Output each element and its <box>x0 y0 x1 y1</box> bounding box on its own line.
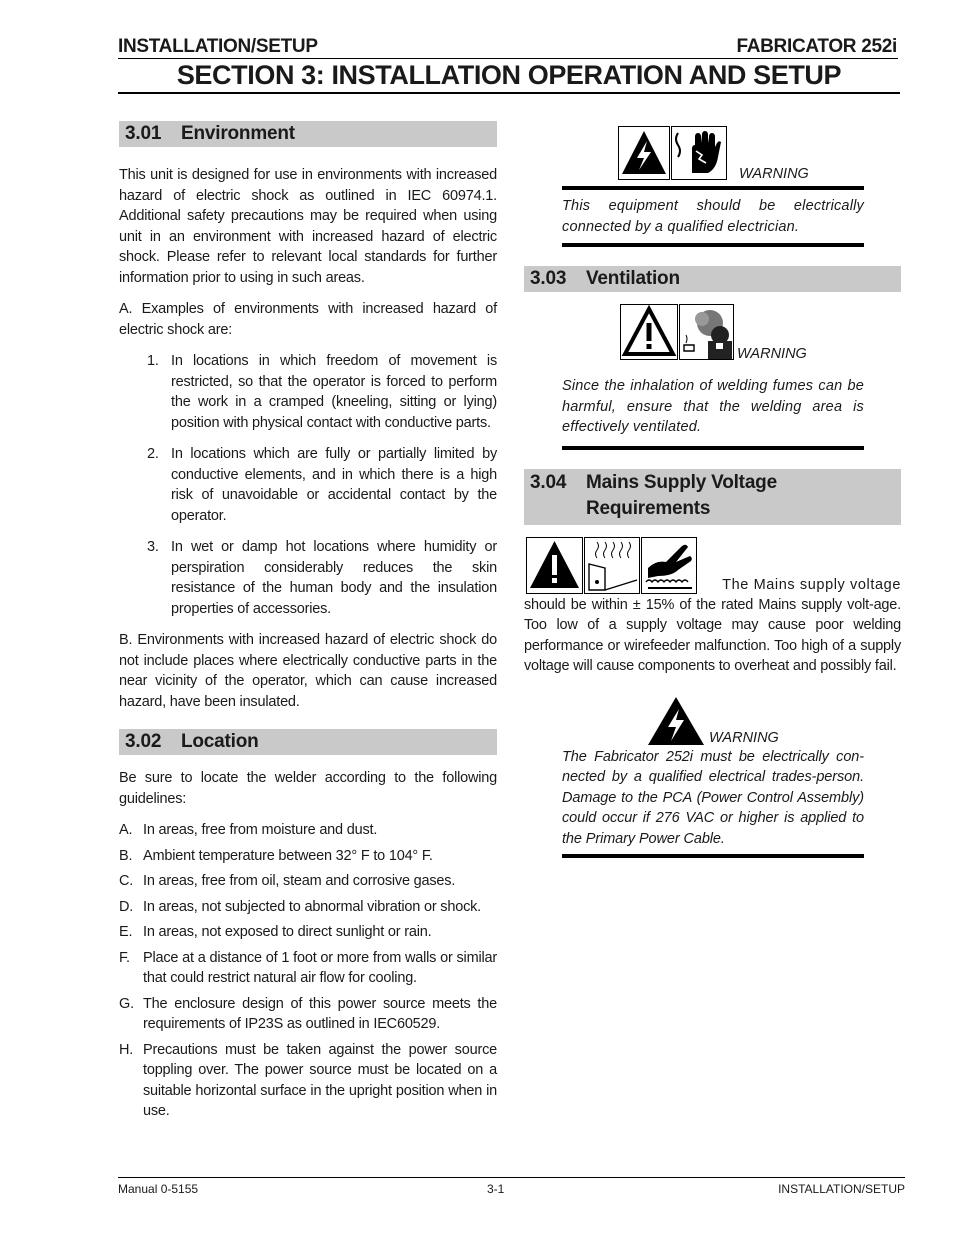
list-text: Ambient temperature between 32° F to 104° F. <box>143 847 433 864</box>
header-right: FABRICATOR 252i <box>736 36 897 57</box>
warning-icons <box>620 304 864 362</box>
mains-supply-block <box>524 537 901 677</box>
list-letter: A. <box>119 822 133 838</box>
list-number: 1. <box>147 353 159 369</box>
list-letter: F. <box>119 949 130 966</box>
list-item <box>119 871 497 892</box>
environment-paragraph: This unit is designed for use in environments with increased hazard of electric shock as outlined in IEC 60974.1. Additional safety precautions may be required when using unit in an environment with increased hazard of electric shock. Please refer to relevant local standards for further information prior to using in such areas. <box>119 167 497 286</box>
list-letter: C. <box>119 873 134 889</box>
list-number: 3. <box>147 539 159 555</box>
list-text: In areas, free from moisture and dust. <box>143 822 378 838</box>
footer-rule <box>118 1177 905 1178</box>
header-rule <box>118 58 898 59</box>
caution-triangle-icon <box>620 304 678 360</box>
heading-number: 3.04 <box>530 471 567 493</box>
warning-bottom-rule <box>562 243 864 247</box>
environment-examples-intro: A. Examples of environments with increased hazard of electric shock are: <box>119 301 497 338</box>
warning-box-ventilation <box>562 304 864 450</box>
warning-bottom-rule <box>562 446 864 450</box>
list-item <box>147 444 497 526</box>
list-letter: D. <box>119 898 134 915</box>
list-item <box>119 1040 497 1122</box>
list-text: In locations in which freedom of movement is restricted, so that the operator is forced to perform the work in a cramped (kneeling, sitting or lying) position with physical contact with conductive parts. <box>171 353 497 431</box>
warning-text: Since the inhalation of welding fumes can be harmful, ensure that the welding area is effectively ventilated. <box>562 378 864 435</box>
list-text: The enclosure design of this power source meets the requirements of IP23S as outlined in IEC60529. <box>143 995 497 1032</box>
warning-label: WARNING <box>709 729 779 746</box>
heading-3-02 <box>119 729 497 755</box>
list-item <box>147 537 497 619</box>
list-item <box>119 948 497 989</box>
hot-surface-icon <box>584 537 640 594</box>
location-intro: Be sure to locate the welder according to the following guidelines: <box>119 770 497 807</box>
heading-3-01 <box>119 121 497 147</box>
mains-body-text: should be within ± 15% of the rated Mains supply volt-age. Too low of a supply voltage may cause poor welding performance or wirefeeder malfunction. Too high of a supply voltage will cause components to overheat and possibly fail. <box>524 596 901 674</box>
electric-shock-triangle-icon <box>646 695 706 752</box>
list-text: In areas, not exposed to direct sunlight or rain. <box>143 924 432 940</box>
mains-lead-text: The Mains supply voltage <box>722 576 901 593</box>
warning-icons <box>618 126 864 184</box>
list-letter: E. <box>119 924 133 940</box>
heading-3-04 <box>524 469 901 525</box>
list-text: In locations which are fully or partially limited by conductive elements, and in which there is a high risk of unavoidable or accidental contact by the operator. <box>171 446 497 524</box>
heading-title-line2: Requirements <box>586 497 711 519</box>
warning-icons <box>562 695 864 745</box>
warning-top-rule <box>562 186 864 190</box>
warning-label: WARNING <box>739 166 809 182</box>
list-item <box>119 846 497 867</box>
list-item <box>119 820 497 841</box>
list-letter: B. <box>119 847 133 864</box>
list-text: Precautions must be taken against the power source toppling over. The power source must be located on a suitable horizontal surface in the upright position when in use. <box>143 1041 497 1119</box>
warning-box-trades-person <box>562 695 864 859</box>
list-letter: H. <box>119 1041 134 1058</box>
header-left: INSTALLATION/SETUP <box>118 36 318 57</box>
left-column <box>119 121 497 1122</box>
electric-shock-triangle-icon <box>618 126 670 180</box>
section-title-rule <box>118 92 900 94</box>
heading-number: 3.03 <box>530 268 567 289</box>
footer-section-name: INSTALLATION/SETUP <box>778 1182 905 1196</box>
location-list <box>119 820 497 1122</box>
heading-3-03 <box>524 266 901 292</box>
warning-box-electrician <box>562 126 864 247</box>
list-text: In wet or damp hot locations where humidity or perspiration considerably reduces the skin resistance of the human body and the insulation properties of accessories. <box>171 539 497 617</box>
warning-bottom-rule <box>562 854 864 858</box>
heading-title: Environment <box>181 123 295 144</box>
burn-hand-icon <box>641 537 697 594</box>
warning-text: The Fabricator 252i must be electrically con-nected by a qualified electrical trades-person. Damage to the PCA (Power Control Assembly) could occur if 276 VAC or higher is applied to the Primary Power Cable. <box>562 748 864 847</box>
list-item <box>147 351 497 433</box>
list-text: In areas, not subjected to abnormal vibration or shock. <box>143 898 481 915</box>
caution-triangle-icon <box>526 537 583 594</box>
warning-text: This equipment should be electrically connected by a qualified electrician. <box>562 198 864 235</box>
list-item <box>119 897 497 918</box>
section-title: SECTION 3: INSTALLATION OPERATION AND SETUP <box>176 60 842 90</box>
fume-inhalation-icon <box>679 304 734 360</box>
heading-title: Location <box>181 731 259 752</box>
heading-title: Ventilation <box>586 268 680 289</box>
list-item <box>119 994 497 1035</box>
right-column <box>524 126 901 858</box>
list-text: In areas, free from oil, steam and corrosive gases. <box>143 873 456 889</box>
environment-exclusion-paragraph: B. Environments with increased hazard of electric shock do not include places where electrically conductive parts in the near vicinity of the operator, which can cause increased hazard, have been insulated. <box>119 632 497 710</box>
footer-page-number: 3-1 <box>487 1182 505 1196</box>
list-item <box>119 922 497 943</box>
list-text: Place at a distance of 1 foot or more from walls or similar that could restrict natural air flow for cooling. <box>143 949 497 986</box>
footer-manual-number: Manual 0-5155 <box>118 1182 199 1196</box>
heading-number: 3.02 <box>125 731 162 752</box>
list-number: 2. <box>147 446 159 462</box>
environment-numbered-list <box>147 351 497 619</box>
hand-shock-icon <box>671 126 727 180</box>
list-letter: G. <box>119 995 134 1012</box>
heading-title-line1: Mains Supply Voltage <box>586 471 777 493</box>
warning-label: WARNING <box>737 346 807 362</box>
heading-number: 3.01 <box>125 123 162 144</box>
mains-icons-row <box>524 537 901 594</box>
